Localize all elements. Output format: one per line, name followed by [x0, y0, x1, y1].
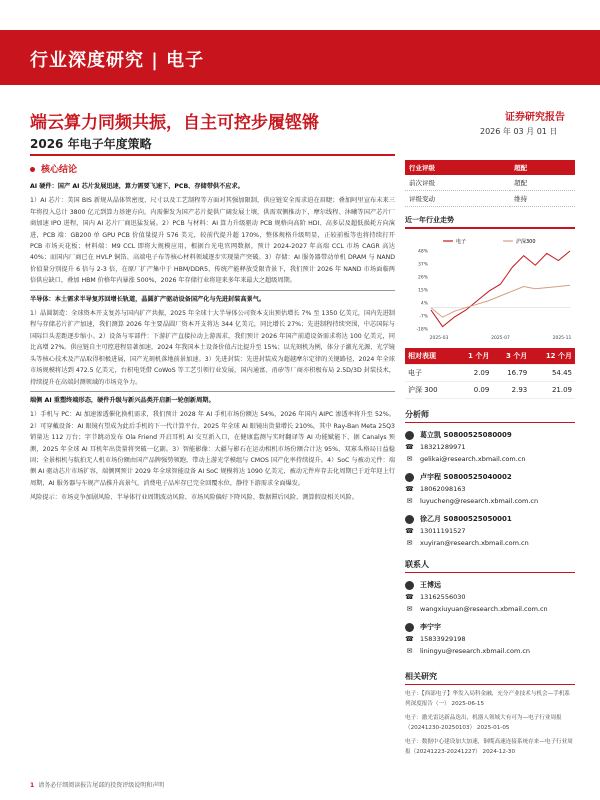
email-icon: ✉	[406, 497, 413, 505]
email-icon: ✉	[406, 539, 413, 547]
y-tick-label: 4%	[420, 301, 428, 307]
risk-paragraph: 风险提示：市场竞争加剧风险、半导体行业周期波动风险、市场风险偏好下降风险、数据滞后风险、测算假设相关风险。	[30, 494, 358, 502]
phone-icon: ☎	[405, 635, 414, 643]
email-icon: ✉	[406, 605, 413, 613]
person-icon	[405, 431, 414, 440]
person-icon	[405, 581, 414, 590]
legend-label-sector: 电子	[456, 239, 467, 245]
table-row: 沪深 300 0.09 2.93 21.09	[405, 382, 575, 399]
title-divider	[30, 154, 395, 156]
banner-title: 行业深度研究 | 电子	[30, 50, 205, 71]
contact-card: 王博远 ☎ 13162556030 ✉ wangxiuyuan@research.xbmail.com.cn	[405, 581, 548, 613]
performance-header-row: 相对表现 1 个月 3 个月 12 个月	[405, 348, 575, 365]
contacts-title: 联系人	[405, 559, 575, 573]
bullet-icon	[30, 167, 35, 172]
phone-icon: ☎	[405, 593, 414, 601]
page-footer	[30, 780, 164, 789]
series-line-sector	[431, 251, 570, 327]
x-tick-label: 2025-11	[552, 336, 572, 341]
performance-table	[405, 348, 575, 399]
analysts-title: 分析师	[405, 409, 575, 423]
y-tick-label: -7%	[419, 314, 428, 320]
phone-icon: ☎	[405, 527, 414, 535]
ai-hardware-paragraph: 1）AI 芯片：美国 BIS 新规从晶体管密度、尺寸以及工艺制程等方面对其强加限制，供应链安全需求迫在眉睫；叠加阿里宣布未来三年将投入总计 3800 亿元到算力基建方向，内需催发为国产芯片提供广阔发展土壤，供需双侧推动下，摩尔线程、沐曦等国产芯片厂商加速 IPO 进程，国内 AI 芯片厂商迅猛发展。2）PCB 与材料：AI 算力升级驱动 PCB 规格向高阶 HDI、高多层及超低损耗方向演进，PCB 端：GB200 单 GPU PCB 价值量提升 576 美元，较前代提升超 170%，整体规格升级明显，正较前板等也将持续打开 PCB 市场天花板；材料端：M9 CCL 即将大规模应用，根据台光电官网数据，预计 2024-2027 年高端 CCL 市场 CAGR 高达 40%；而国内厂商已在 HVLP 铜箔、高端电子布等核心材料领域逐步实现量产突破。3）存储：AI 服务器带动单机 DRAM 与 NAND 价值量分别提升 6 倍与 2-3 倍，在原厂扩产集中于 HBM/DDR5、传统产能释放受限背景下，我们预计 2026 年 NAND 市场面临两倍供应缺口，叠加 HBM 价格年内暴涨 500%，2026 年存储行业将迎来多年来最大之超级周期。	[30, 197, 395, 285]
disclaimer-text: 请务必仔细阅读报告尾部的投资评级说明和声明	[38, 782, 165, 789]
related-research-item[interactable]: 电子：数据中心建设加大加速，铜缆高速连接系统存来—电子行业周报（20241223-20241227） 2024-12-30	[405, 739, 573, 755]
person-icon	[405, 623, 414, 632]
page-number: 1	[30, 782, 35, 789]
x-tick-label: 2025-07	[491, 336, 510, 341]
table-row: 评级变动 维持	[405, 191, 575, 207]
y-tick-label: -18%	[416, 327, 428, 333]
legend-label-index: 沪深300	[516, 239, 536, 245]
person-icon	[405, 515, 414, 524]
y-tick-label: 26%	[417, 275, 428, 281]
table-row: 前次评级 超配	[405, 175, 575, 191]
core-heading: 核心结论	[30, 162, 395, 175]
rating-header-row: 行业评级 超配	[405, 160, 575, 175]
core-conclusion-column	[30, 162, 395, 507]
edge-ai-heading: 端侧 AI 重塑终端形态，硬件升级与新兴品类开启新一轮创新周期。	[30, 391, 395, 406]
email-icon: ✉	[406, 647, 413, 655]
analyst-card: 葛立凯 S0800525080009 ☎ 18321289971 ✉ gelikai@research.xbmail.com.cn	[405, 431, 526, 463]
trend-chart	[405, 229, 575, 344]
phone-icon: ☎	[405, 443, 414, 451]
analyst-card: 徐乙月 S0800525050001 ☎ 13011191527 ✉ xuyiran@research.xbmail.com.cn	[405, 515, 529, 547]
report-title: 端云算力同频共振，自主可控步履铿锵	[30, 113, 319, 133]
table-row: 电子 2.09 16.79 54.45	[405, 365, 575, 382]
related-research-item[interactable]: 电子：激光雷达新品迭出，机器人领域大有可为—电子行业周报（20241230-20250103） 2025-01-05	[405, 715, 562, 731]
trend-chart-title: 近一年行业走势	[405, 216, 454, 224]
y-tick-label: 37%	[417, 262, 428, 268]
email-link[interactable]: wangxiuyuan@research.xbmail.com.cn	[420, 605, 548, 613]
email-link[interactable]: xuyiran@research.xbmail.com.cn	[420, 539, 529, 547]
email-icon: ✉	[406, 455, 413, 463]
semiconductor-paragraph: 1）晶圆制造：全球资本开支复苏与国内扩产共振，2025 年全球十大半导体公司资本支出预估增长 7% 至 1350 亿美元，国内先进制程与存储芯片扩产加速，我们测算 2026 年主要晶圆厂资本开支将达 344 亿美元，同比增长 27%；先进制程持续突围，中芯国际与国际巨头差距逐步缩小。2）设备与零部件：下游扩产直接拉动上游需求，我们预计 2026 年国产前道设备需求将达 100 亿美元，同比高增 27%。供应链自主可控进程显著加速，2024 年我国本土设备价值占比提升至 15%；以光刻机为例，体分子激光光源、光学镜头等核心技术及产品取得积极进展，国产光刻机落地前景加速。3）先进封装：先进封装成为超越摩尔定律的关键路径，2024 年全球市场规模将达到 472.5 亿美元，台积电凭借 CoWoS 等工艺引领行业发展，国内通富、甬矽等厂商亦积极布局 2.5D/3D 封装技术，持续提升在高端封测领域的市场竞争力。	[30, 310, 395, 386]
header-banner	[0, 30, 600, 85]
analyst-card: 卢宇程 S0800525040002 ☎ 18062098163 ✉ luyucheng@research.xbmail.com.cn	[405, 473, 539, 505]
edge-ai-paragraph: 1）手机与 PC：AI 加速渗透催化换机需求，我们预计 2028 年 AI 手机市场份额达 54%，2026 年国内 AIPC 渗透率将升至 52%。2）可穿戴设备：AI 眼镜有望成为此后手机的下一代计算平台，2025 年全球 AI 眼镜出货量增长 210%，其中 Ray-Ban Meta 25Q3 销量达 112 万台；字节跳动发布 Ola Friend 开启耳机 AI 交互新入口，在健康监测与实时翻译等 AI 功能赋能下，据 Canalys 预测，2025 年全球 AI 耳机年出货量将突破一亿副。3）智能影像：大疆与影石在运动相机市场份额合计达 95%，双寡头格局日益稳固；全景相机与航拍无人机市场份额由国产品牌强势领跑，带动上游光学模组与 CMOS 国产化率持续提升。4）SoC 与被动元件：端侧 AI 驱动芯片市场扩容，端侧网预计 2029 年全球智能设备 AI SoC 规模将达 1090 亿美元，被动元件库存去化周期已于近年迎上行周期，AI 服务器与车规产品推升高景气，消费电子品库存已完全回覆水位，静待下游需求全面爆发。	[30, 411, 395, 487]
phone-icon: ☎	[405, 485, 414, 493]
series-line-index	[431, 285, 570, 317]
related-research-item[interactable]: 电子：【西部电子】华发入局科金融，充分产业技术与机会—手机系列深度报告（一） 2025-06-15	[405, 691, 571, 707]
y-tick-label: 15%	[417, 288, 428, 294]
y-tick-label: 48%	[417, 249, 428, 255]
rating-table	[405, 160, 575, 207]
email-link[interactable]: liningyu@research.xbmail.com.cn	[420, 647, 531, 655]
report-subtitle: 2026 年电子年度策略	[30, 137, 152, 151]
email-link[interactable]: gelikai@research.xbmail.com.cn	[420, 455, 526, 463]
related-research-title: 相关研究	[405, 671, 575, 685]
report-date: 2026 年 03 月 01 日	[480, 127, 558, 136]
semiconductor-heading: 半导体：本土需求半导复苏回增长轨道，晶圆扩产驱动设备国产化与先进封装高景气。	[30, 290, 395, 305]
contact-card: 李宁宇 ☎ 15833929198 ✉ liningyu@research.xbmail.com.cn	[405, 623, 531, 655]
report-type: 证券研究报告	[505, 112, 565, 123]
email-link[interactable]: luyucheng@research.xbmail.com.cn	[420, 497, 539, 505]
sidebar	[405, 160, 575, 757]
x-tick-label: 2025-03	[429, 336, 449, 341]
person-icon	[405, 473, 414, 482]
summary-paragraph: AI 硬件：国产 AI 芯片发展迅速，算力需要飞速下，PCB、存储带供不应求。	[30, 183, 244, 190]
